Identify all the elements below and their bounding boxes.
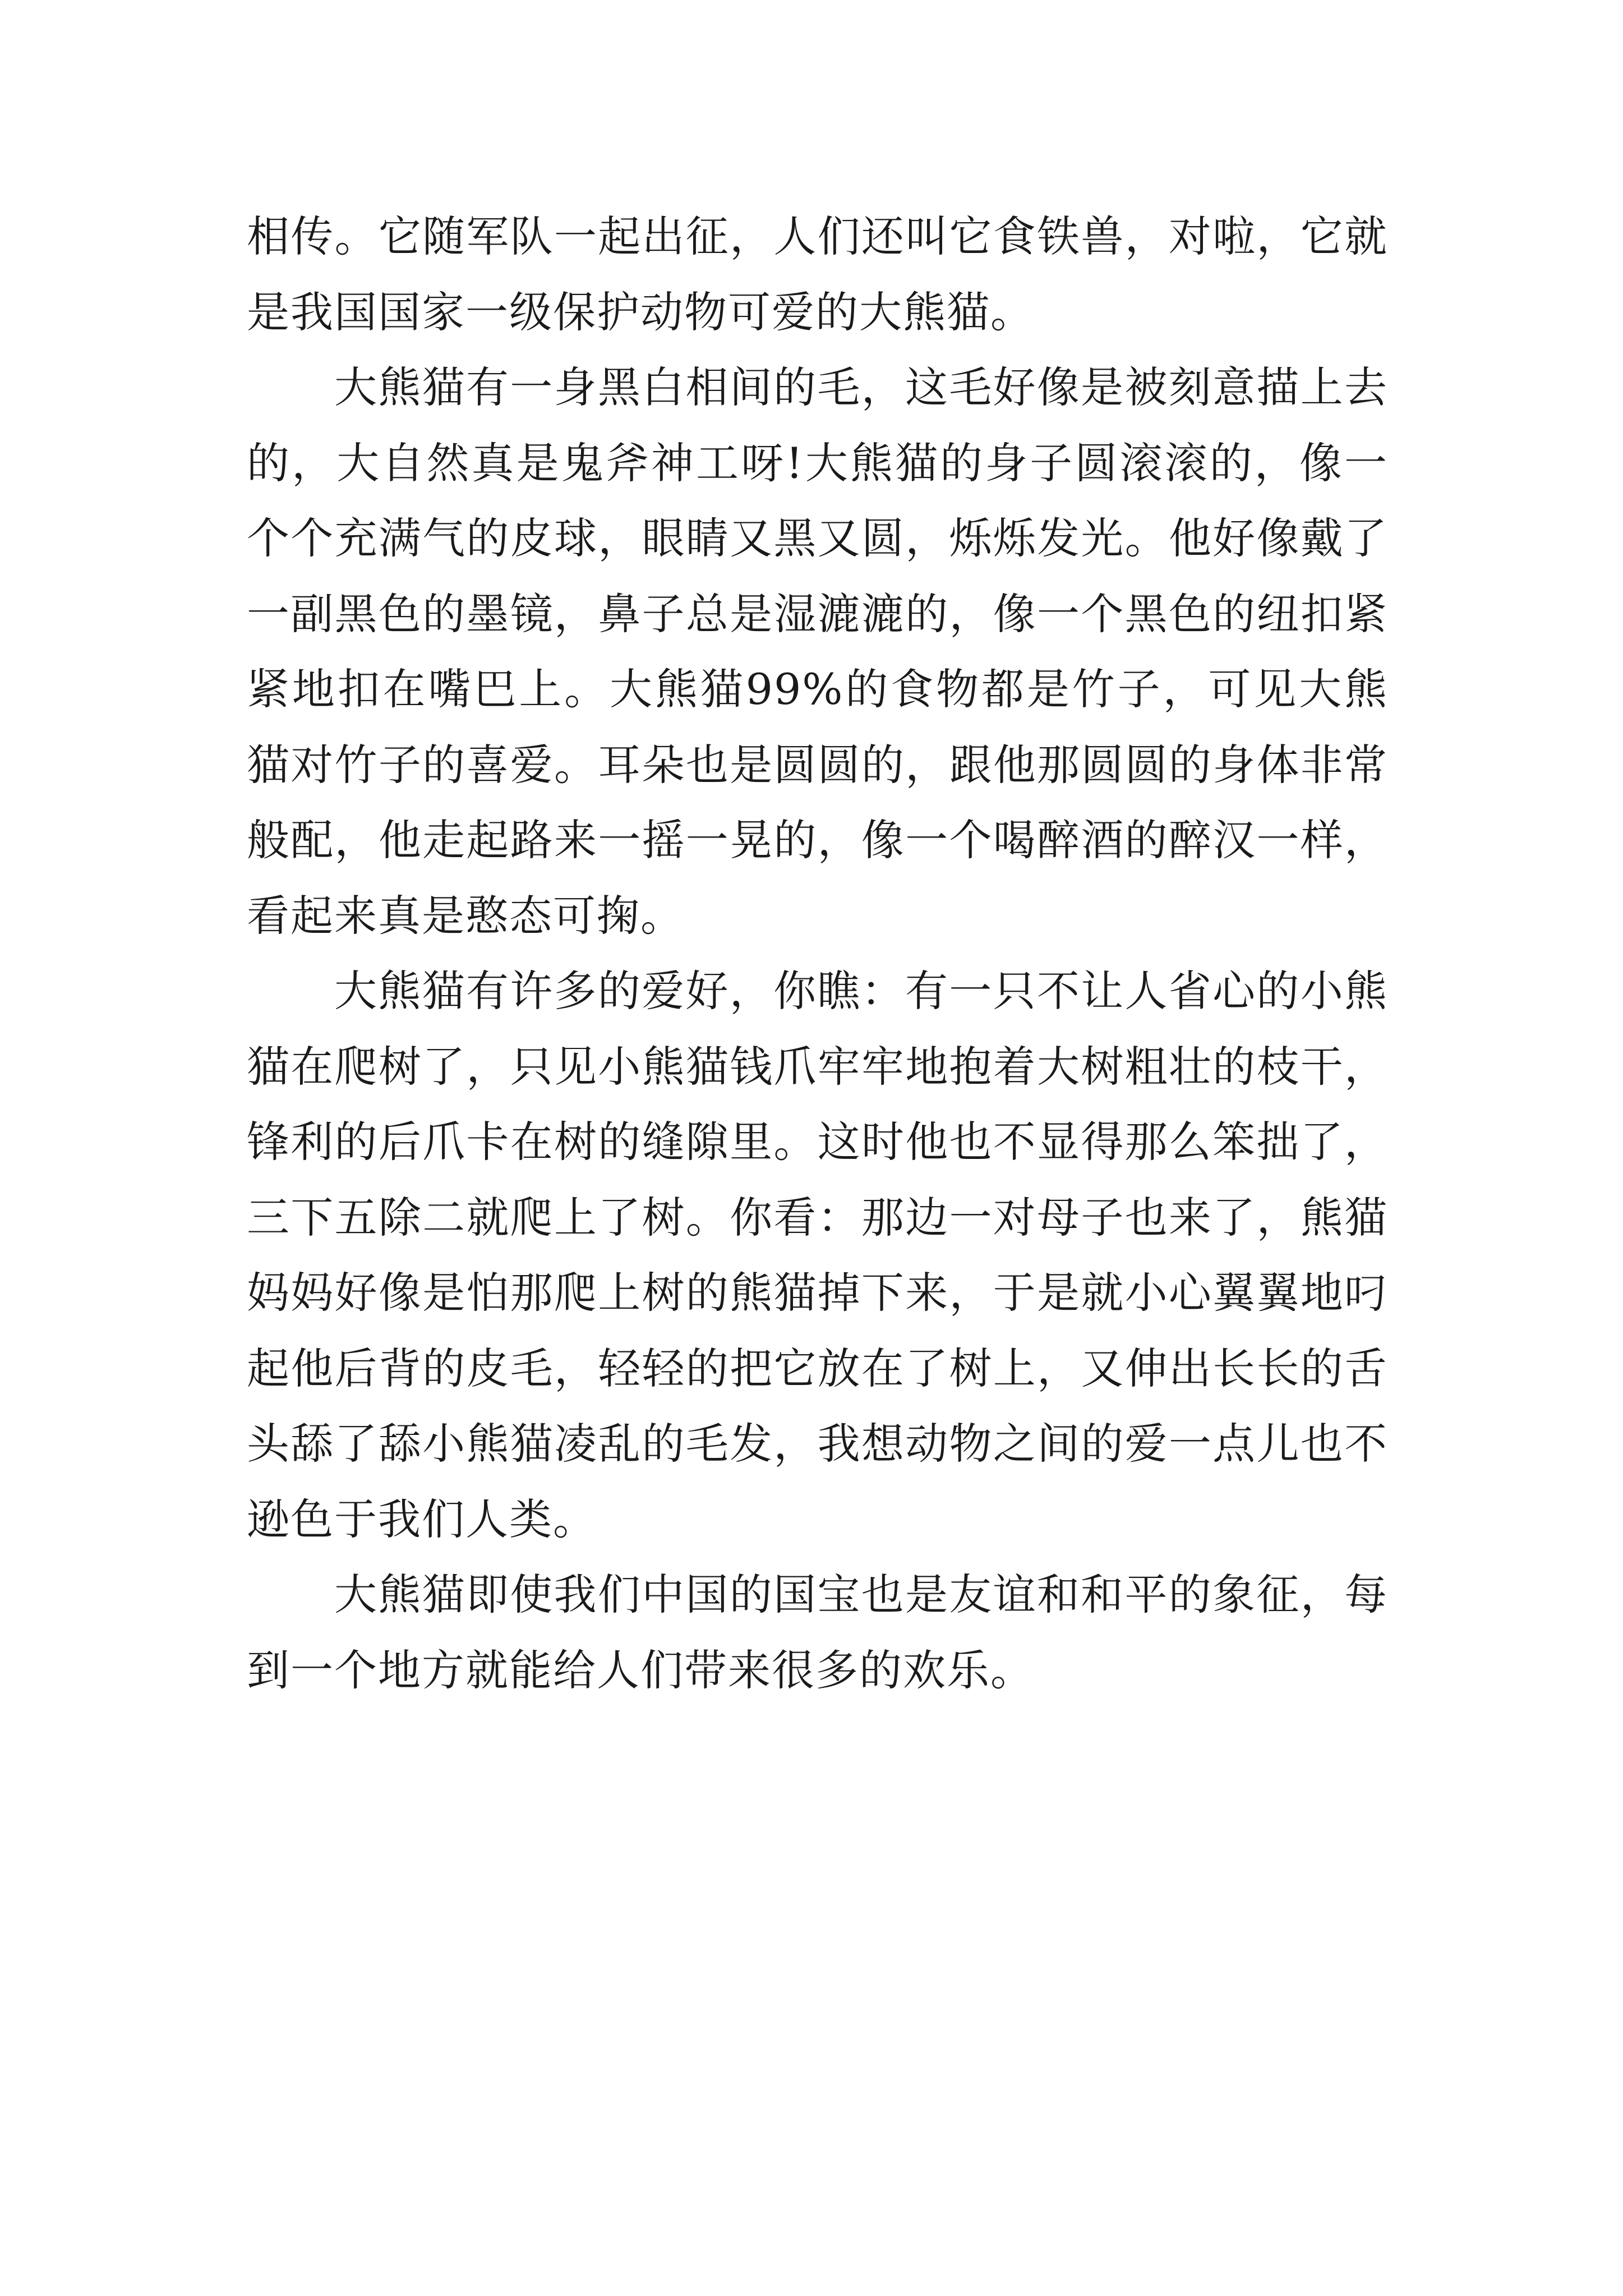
paragraph-1: 相传。它随军队一起出征，人们还叫它食铁兽，对啦，它就是我国国家一级保护动物可爱的大熊猫。 xyxy=(247,211,1388,337)
paragraph-2: 大熊猫有一身黑白相间的毛，这毛好像是被刻意描上去的，大自然真是鬼斧神工呀!大熊猫的身子圆滚滚的，像一个个充满气的皮球，眼睛又黑又圆，烁烁发光。他好像戴了一副黑色的墨镜，鼻子总是湿漉漉的，像一个黑色的纽扣紧紧地扣在嘴巴上。大熊猫99%的食物都是竹子，可见大熊猫对竹子的喜爱。耳朵也是圆圆的，跟他那圆圆的身体非常般配，他走起路来一摇一晃的，像一个喝醉酒的醉汉一样，看起来真是憨态可掬。 xyxy=(247,362,1388,941)
document-body xyxy=(247,199,1388,1708)
paragraph-3: 大熊猫有许多的爱好，你瞧：有一只不让人省心的小熊猫在爬树了，只见小熊猫钱爪牢牢地抱着大树粗壮的枝干，锋利的后爪卡在树的缝隙里。这时他也不显得那么笨拙了，三下五除二就爬上了树。你看：那边一对母子也来了，熊猫妈妈好像是怕那爬上树的熊猫掉下来，于是就小心翼翼地叼起他后背的皮毛，轻轻的把它放在了树上，又伸出长长的舌头舔了舔小熊猫凌乱的毛发，我想动物之间的爱一点儿也不逊色于我们人类。 xyxy=(247,966,1388,1544)
paragraph-4: 大熊猫即使我们中国的国宝也是友谊和和平的象征，每到一个地方就能给人们带来很多的欢乐。 xyxy=(247,1570,1388,1695)
